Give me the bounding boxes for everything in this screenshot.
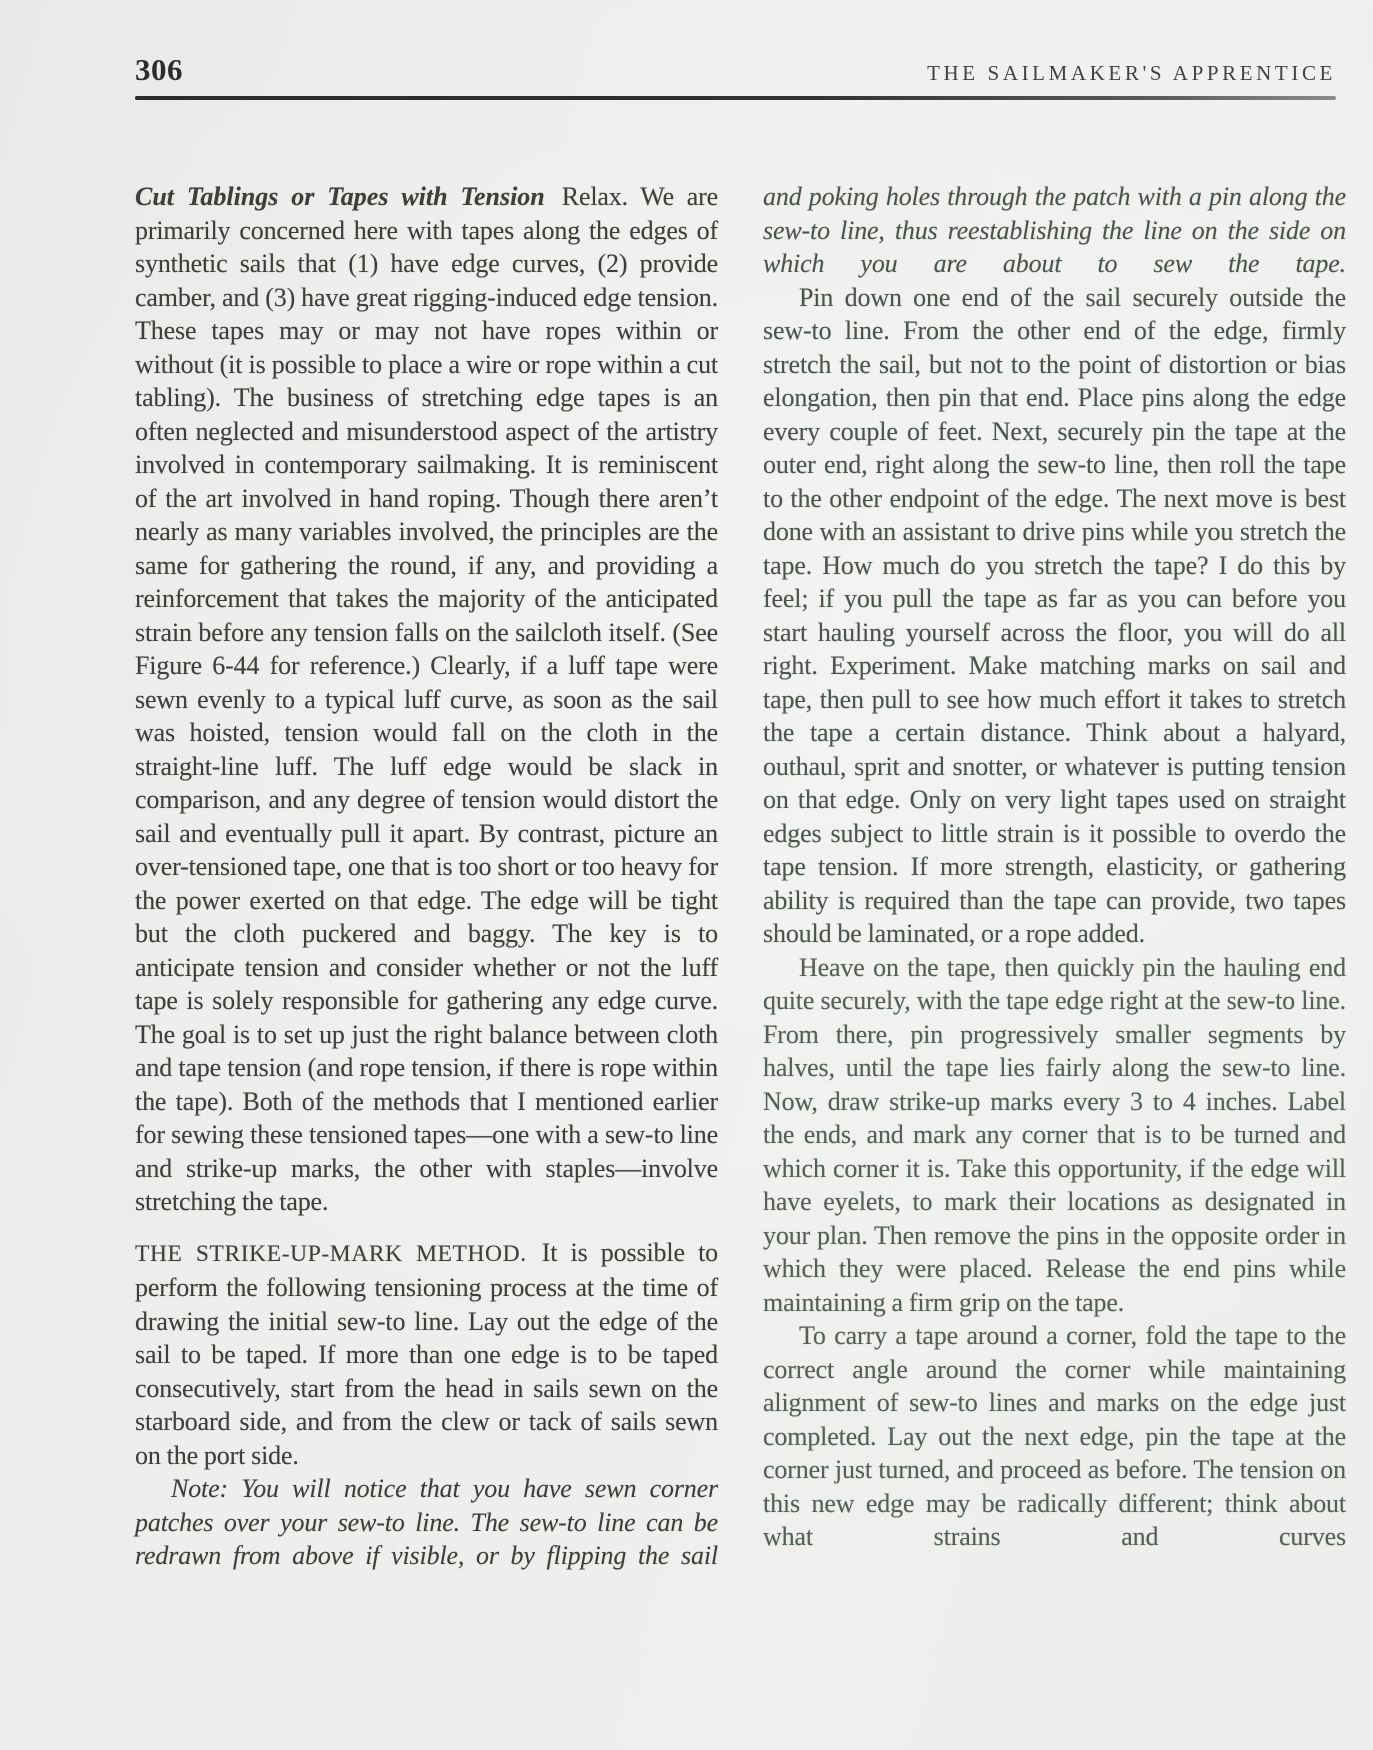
two-column-text-block <box>135 180 1346 1573</box>
subheading-caps: THE STRIKE-UP-MARK METHOD. <box>135 1240 527 1267</box>
paragraph-body-text: Relax. We are primarily concerned here with tapes along the edges of synthetic sails that (1) have edge curves, (2) provide camber, and (3) have great rigging-induced edge tension. These tapes may or may not have ropes within or without (it is possible to place a wire or rope within a cut tabling). The business of stretching edge tapes is an often neglected and misunderstood aspect of the artistry involved in contemporary sailmaking. It is reminiscent of the art involved in hand roping. Though there aren’t nearly as many variables involved, the principles are the same for gathering the round, if any, and providing a reinforcement that takes the majority of the anticipated strain before any tension falls on the sailcloth itself. (See Figure 6-44 for reference.) Clearly, if a luff tape were sewn evenly to a typical luff curve, as soon as the sail was hoisted, tension would fall on the cloth in the straight-line luff. The luff edge would be slack in comparison, and any degree of tension would distort the sail and eventually pull it apart. By contrast, picture an over-tensioned tape, one that is too short or too heavy for the power exerted on that edge. The edge will be tight but the cloth puckered and baggy. The key is to anticipate tension and consider whether or not the luff tape is solely responsible for gathering any edge curve. The goal is to set up just the right balance between cloth and tape tension (and rope tension, if there is rope within the tape). Both of the methods that I mentioned earlier for sewing these tensioned tapes—one with a sew-to line and strike-up marks, the other with staples—involve stretching the tape. <box>135 182 718 1216</box>
right-column <box>763 180 1346 1573</box>
paragraph-cut-tablings <box>135 180 718 1219</box>
paragraph-body-text: It is possible to perform the following tensioning process at the time of drawing the initial sew-to line. Lay out the edge of the sail to be taped. If more than one edge is to be taped consecutively, start from the head in sails sewn on the starboard side, and from the clew or tack of sails sewn on the port side. <box>135 1237 719 1470</box>
paragraph-heave-on-tape: Heave on the tape, then quickly pin the hauling end quite securely, with the tape edge right at the sew-to line. From there, pin progressively smaller segments by halves, until the tape lies fairly along the sew-to line. Now, draw strike-up marks every 3 to 4 inches. Label the ends, and mark any corner that is to be turned and which corner it is. Take this opportunity, if the edge will have eyelets, to mark their locations as designated in your plan. Then remove the pins in the opposite order in which they were placed. Release the end pins while maintaining a firm grip on the tape. <box>763 952 1346 1317</box>
paragraph-carry-tape-corner: To carry a tape around a corner, fold the tape to the correct angle around the corner while maintaining alignment of sew-to lines and marks on the edge just completed. Lay out the next edge, pin the tape at the corner just turned, and proceed as before. The tension on this new edge may be radically different; think about what strains and curves <box>763 1321 1346 1551</box>
note-paragraph: Note: You will notice that you have sewn corner patches over your sew-to line. The sew-to line can be redrawn from above if visible, or by flipping the sail <box>135 1474 718 1570</box>
running-head <box>135 52 1336 88</box>
running-title: THE SAILMAKER'S APPRENTICE <box>927 61 1336 85</box>
paragraph-strike-up-mark-method <box>135 1236 718 1473</box>
paragraph-pin-down: Pin down one end of the sail securely outside the sew-to line. From the other end of the edge, firmly stretch the sail, but not to the point of distortion or bias elongation, then pin that end. Place pins along the edge every couple of feet. Next, securely pin the tape at the outer end, right along the sew-to line, then roll the tape to the other endpoint of the edge. The next move is best done with an assistant to drive pins while you stretch the tape. How much do you stretch the tape? I do this by feel; if you pull the tape as far as you can before you start hauling yourself across the floor, you will do all right. Experiment. Make matching marks on sail and tape, then pull to see how much effort it takes to stretch the tape a certain distance. Think about a halyard, outhaul, sprit and snotter, or whatever is putting tension on that edge. Only on very light tapes used on straight edges subject to little strain is it possible to overdo the tape tension. If more strength, elasticity, or gathering ability is required than the tape can provide, two tapes should be laminated, or a rope added. <box>763 282 1346 948</box>
header-rule <box>135 96 1336 100</box>
note-continuation-paragraph: and poking holes through the patch with a pin along the sew-to line, thus reestablishing the line on the side on which you are about to sew the tape. <box>763 182 1346 278</box>
page-number: 306 <box>135 52 183 87</box>
left-column <box>135 180 718 1573</box>
section-lead-phrase: Cut Tablings or Tapes with Tension <box>135 182 545 211</box>
